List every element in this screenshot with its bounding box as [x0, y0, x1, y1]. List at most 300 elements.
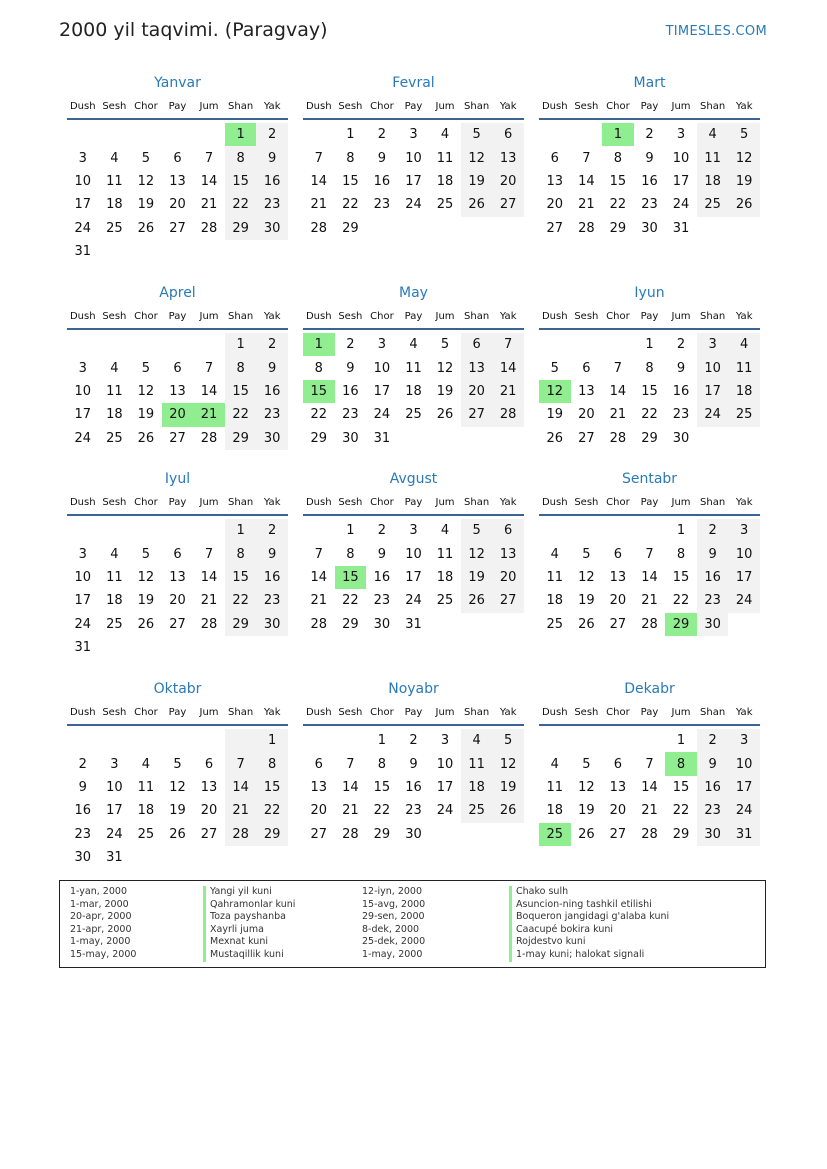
day-cell: 1 [645, 337, 654, 353]
empty-day-cell [539, 333, 571, 356]
day-cell: 3 [409, 127, 418, 143]
day-cell: 30 [373, 616, 391, 632]
empty-day-cell [225, 240, 257, 263]
day-cell: 14 [578, 173, 595, 189]
weekday-label: Dush [541, 496, 568, 508]
day-cell: 10 [74, 173, 92, 189]
day-cell: 12 [578, 569, 595, 585]
day-cell: 13 [609, 569, 627, 585]
weekday-label: Dush [305, 100, 332, 112]
weekday-header [539, 95, 760, 117]
day-cell: 30 [641, 220, 658, 236]
day-cell: 3 [78, 546, 87, 562]
empty-day-cell [461, 613, 493, 636]
day-cell: 15 [225, 170, 257, 193]
day-cell: 17 [74, 407, 92, 423]
day-cell: 31 [405, 616, 422, 632]
day-cell: 22 [310, 407, 328, 423]
day-cell: 14 [310, 173, 328, 189]
day-cell: 4 [110, 546, 119, 562]
day-cell: 1 [676, 733, 686, 749]
day-cell: 26 [461, 193, 493, 216]
day-cell: 9 [697, 542, 729, 565]
day-cell: 21 [200, 593, 218, 609]
legend-holiday-name: 1-may kuni; halokat signali [509, 949, 669, 962]
day-cell: 12 [578, 779, 595, 795]
weekday-label: Dush [69, 100, 96, 112]
day-cell: 13 [546, 173, 564, 189]
day-cell: 13 [310, 779, 328, 795]
day-cell: 12 [137, 173, 155, 189]
day-cell: 7 [204, 360, 214, 376]
day-cell: 9 [377, 546, 387, 562]
holiday-legend [59, 880, 766, 968]
weekday-label: Jum [199, 100, 219, 112]
day-cell: 25 [546, 616, 564, 632]
month-name: Dekabr [624, 681, 675, 697]
day-cell: 8 [645, 360, 654, 376]
day-cell: 12 [492, 752, 524, 775]
day-cell: 5 [461, 123, 493, 146]
day-cell: 19 [546, 407, 564, 423]
empty-day-cell [398, 217, 430, 240]
empty-day-cell [130, 123, 162, 146]
day-cell: 2 [697, 519, 729, 542]
day-cell: 31 [74, 244, 92, 260]
day-cell: 5 [173, 756, 182, 772]
day-cell: 5 [141, 546, 151, 562]
weekday-label: Chor [134, 706, 158, 718]
day-cell: 15 [672, 779, 690, 795]
weekday-label: Sesh [574, 310, 599, 322]
day-cell: 21 [492, 380, 524, 403]
holiday-day-cell: 20 [162, 403, 194, 426]
empty-day-cell [429, 427, 461, 450]
empty-day-cell [492, 823, 524, 846]
day-cell: 23 [672, 407, 690, 423]
day-cell: 10 [74, 569, 92, 585]
holiday-day-cell: 12 [539, 380, 571, 403]
day-cell: 14 [200, 173, 218, 189]
page-title: 2000 yil taqvimi. (Paragvay) [59, 19, 328, 41]
day-cell: 8 [225, 146, 257, 169]
day-cell: 20 [609, 593, 627, 609]
day-cell: 18 [546, 593, 564, 609]
day-cell: 8 [225, 356, 257, 379]
day-cell: 13 [461, 356, 493, 379]
day-cell: 23 [342, 407, 359, 423]
empty-day-cell [193, 123, 225, 146]
month-yanvar [67, 73, 288, 263]
empty-day-cell [225, 636, 257, 659]
day-cell: 17 [405, 569, 422, 585]
day-grid [303, 729, 524, 846]
day-cell: 16 [373, 173, 391, 189]
day-cell: 27 [609, 826, 627, 842]
day-cell: 19 [461, 170, 493, 193]
day-cell: 14 [310, 569, 328, 585]
header-divider [539, 118, 760, 121]
empty-day-cell [461, 823, 493, 846]
holiday-day-cell: 8 [665, 752, 697, 775]
weekday-label: Dush [305, 310, 332, 322]
legend-holiday-name: Rojdestvo kuni [509, 936, 669, 949]
weekday-label: Sesh [102, 100, 127, 112]
day-cell: 20 [169, 197, 186, 213]
legend-holiday-name: Mexnat kuni [203, 936, 295, 949]
weekday-label: Yak [263, 706, 281, 718]
day-cell: 6 [173, 360, 182, 376]
legend-holiday-name: Toza payshanba [203, 911, 295, 924]
weekday-label: Shan [700, 310, 726, 322]
weekday-label: Yak [735, 100, 753, 112]
day-cell: 24 [74, 430, 92, 446]
empty-day-cell [162, 333, 194, 356]
legend-holiday-name: Mustaqillik kuni [203, 949, 295, 962]
weekday-label: Pay [168, 706, 187, 718]
day-cell: 3 [78, 360, 87, 376]
empty-day-cell [366, 217, 398, 240]
header-divider [539, 328, 760, 331]
empty-day-cell [697, 427, 729, 450]
empty-day-cell [162, 729, 194, 752]
empty-day-cell [99, 729, 131, 752]
month-name: Fevral [392, 75, 435, 91]
day-cell: 21 [342, 803, 359, 819]
legend-dates-left [70, 886, 136, 962]
day-cell: 15 [609, 173, 627, 189]
day-cell: 26 [728, 193, 760, 216]
empty-day-cell [193, 333, 225, 356]
empty-day-cell [461, 217, 493, 240]
empty-day-cell [429, 217, 461, 240]
day-cell: 6 [173, 150, 182, 166]
day-cell: 7 [645, 756, 654, 772]
day-cell: 30 [697, 823, 729, 846]
day-cell: 27 [169, 220, 186, 236]
day-cell: 22 [342, 593, 359, 609]
legend-date: 12-iyn, 2000 [362, 886, 423, 897]
day-cell: 6 [613, 756, 623, 772]
weekday-label: Pay [168, 100, 187, 112]
day-cell: 13 [169, 383, 186, 399]
holiday-day-cell: 15 [303, 380, 335, 403]
day-cell: 19 [492, 776, 524, 799]
day-cell: 28 [492, 403, 524, 426]
empty-day-cell [571, 519, 603, 542]
day-grid [67, 729, 288, 869]
weekday-label: Pay [404, 496, 423, 508]
day-cell: 9 [256, 542, 288, 565]
day-cell: 7 [346, 756, 355, 772]
day-cell: 7 [314, 546, 323, 562]
weekday-label: Yak [735, 496, 753, 508]
weekday-label: Shan [700, 100, 726, 112]
day-cell: 1 [377, 733, 387, 749]
day-cell: 4 [110, 150, 119, 166]
day-cell: 18 [697, 170, 729, 193]
empty-day-cell [162, 240, 194, 263]
month-name: May [399, 285, 428, 301]
empty-day-cell [602, 333, 634, 356]
day-cell: 25 [436, 197, 454, 213]
day-cell: 15 [225, 380, 257, 403]
weekday-label: Shan [464, 496, 490, 508]
day-cell: 4 [461, 729, 493, 752]
weekday-header [67, 491, 288, 513]
day-cell: 10 [405, 546, 422, 562]
day-cell: 2 [676, 337, 686, 353]
day-cell: 3 [697, 333, 729, 356]
day-cell: 11 [436, 546, 454, 562]
weekday-label: Sesh [338, 100, 363, 112]
day-cell: 5 [492, 729, 524, 752]
weekday-label: Chor [370, 100, 394, 112]
day-cell: 8 [346, 150, 355, 166]
weekday-label: Jum [435, 310, 455, 322]
day-cell: 4 [728, 333, 760, 356]
day-cell: 26 [137, 430, 155, 446]
day-cell: 10 [436, 756, 454, 772]
day-cell: 26 [578, 826, 595, 842]
day-cell: 8 [613, 150, 623, 166]
day-grid [67, 123, 288, 263]
day-cell: 8 [676, 546, 686, 562]
day-cell: 14 [225, 776, 257, 799]
day-cell: 27 [492, 193, 524, 216]
day-cell: 28 [578, 220, 595, 236]
day-cell: 4 [440, 127, 450, 143]
weekday-label: Jum [435, 706, 455, 718]
day-cell: 24 [405, 593, 422, 609]
day-cell: 3 [728, 519, 760, 542]
header-divider [539, 514, 760, 517]
month-dekabr [539, 679, 760, 846]
day-cell: 17 [405, 173, 422, 189]
day-cell: 20 [492, 566, 524, 589]
day-cell: 2 [409, 733, 418, 749]
day-cell: 13 [578, 383, 595, 399]
day-cell: 18 [106, 197, 123, 213]
day-cell: 22 [225, 589, 257, 612]
day-cell: 26 [461, 589, 493, 612]
day-cell: 23 [256, 193, 288, 216]
header-divider [303, 118, 524, 121]
empty-day-cell [256, 240, 288, 263]
day-cell: 28 [225, 823, 257, 846]
day-cell: 15 [225, 566, 257, 589]
holiday-day-cell: 1 [225, 123, 257, 146]
legend-date: 1-mar, 2000 [70, 898, 129, 910]
day-cell: 10 [106, 779, 123, 795]
day-cell: 16 [697, 566, 729, 589]
day-cell: 28 [641, 826, 658, 842]
day-cell: 21 [310, 197, 328, 213]
day-cell: 9 [346, 360, 355, 376]
header-divider [303, 514, 524, 517]
day-cell: 17 [106, 803, 123, 819]
day-cell: 18 [436, 173, 454, 189]
month-name: Iyul [164, 471, 191, 487]
weekday-label: Chor [134, 100, 158, 112]
day-cell: 17 [728, 566, 760, 589]
weekday-label: Sesh [102, 706, 127, 718]
day-cell: 30 [672, 430, 690, 446]
empty-day-cell [193, 519, 225, 542]
empty-day-cell [697, 217, 729, 240]
day-cell: 26 [436, 407, 454, 423]
month-avgust [303, 469, 524, 636]
empty-day-cell [130, 729, 162, 752]
month-name: Iyun [634, 285, 665, 301]
day-cell: 19 [578, 593, 595, 609]
day-cell: 19 [137, 197, 155, 213]
weekday-label: Dush [541, 100, 568, 112]
weekday-label: Jum [671, 100, 691, 112]
day-cell: 22 [609, 197, 627, 213]
day-cell: 16 [672, 383, 690, 399]
day-cell: 29 [225, 427, 257, 450]
empty-day-cell [99, 636, 131, 659]
day-cell: 7 [314, 150, 323, 166]
weekday-label: Shan [464, 310, 490, 322]
day-cell: 16 [405, 779, 422, 795]
legend-date: 1-yan, 2000 [70, 886, 127, 897]
weekday-label: Shan [700, 706, 726, 718]
header-divider [67, 724, 288, 727]
empty-day-cell [256, 636, 288, 659]
weekday-label: Dush [541, 706, 568, 718]
day-grid [539, 519, 760, 636]
weekday-label: Pay [640, 496, 659, 508]
day-cell: 19 [137, 407, 155, 423]
day-cell: 28 [310, 220, 328, 236]
day-cell: 29 [641, 430, 658, 446]
day-cell: 24 [436, 803, 454, 819]
day-grid [539, 123, 760, 240]
empty-day-cell [728, 217, 760, 240]
day-cell: 8 [346, 546, 355, 562]
weekday-header [539, 491, 760, 513]
day-cell: 24 [728, 799, 760, 822]
day-cell: 13 [492, 146, 524, 169]
day-cell: 15 [256, 776, 288, 799]
month-noyabr [303, 679, 524, 846]
day-cell: 17 [436, 779, 454, 795]
day-cell: 27 [609, 616, 627, 632]
day-cell: 17 [373, 383, 391, 399]
empty-day-cell [492, 427, 524, 450]
weekday-label: Dush [69, 496, 96, 508]
day-grid [303, 123, 524, 240]
weekday-label: Jum [199, 310, 219, 322]
day-cell: 31 [74, 640, 92, 656]
empty-day-cell [303, 123, 335, 146]
weekday-label: Shan [228, 100, 254, 112]
weekday-label: Jum [199, 496, 219, 508]
day-cell: 19 [461, 566, 493, 589]
weekday-label: Chor [606, 496, 630, 508]
day-cell: 11 [405, 360, 422, 376]
header-divider [67, 514, 288, 517]
weekday-header [303, 701, 524, 723]
day-cell: 16 [342, 383, 359, 399]
day-cell: 10 [697, 356, 729, 379]
day-cell: 11 [728, 356, 760, 379]
empty-day-cell [634, 729, 666, 752]
day-cell: 1 [225, 519, 257, 542]
day-cell: 16 [74, 803, 92, 819]
empty-day-cell [99, 123, 131, 146]
empty-day-cell [398, 427, 430, 450]
day-cell: 21 [641, 803, 658, 819]
weekday-label: Sesh [338, 310, 363, 322]
day-cell: 19 [728, 170, 760, 193]
weekday-header [303, 305, 524, 327]
day-cell: 16 [256, 566, 288, 589]
day-cell: 25 [461, 799, 493, 822]
day-cell: 2 [256, 333, 288, 356]
day-cell: 5 [461, 519, 493, 542]
empty-day-cell [539, 729, 571, 752]
brand-logo-text[interactable]: TIMESLES.COM [665, 24, 767, 39]
day-cell: 28 [200, 616, 218, 632]
legend-holiday-name: Caacupé bokira kuni [509, 924, 669, 937]
legend-holiday-name: Asuncion-ning tashkil etilishi [509, 899, 669, 912]
day-cell: 4 [697, 123, 729, 146]
day-cell: 31 [728, 823, 760, 846]
day-cell: 15 [641, 383, 658, 399]
weekday-label: Yak [499, 496, 517, 508]
day-cell: 9 [377, 150, 387, 166]
day-cell: 24 [74, 220, 92, 236]
empty-day-cell [728, 427, 760, 450]
weekday-label: Pay [640, 310, 659, 322]
weekday-label: Pay [404, 100, 423, 112]
weekday-label: Shan [228, 310, 254, 322]
month-fevral [303, 73, 524, 240]
day-cell: 7 [645, 546, 654, 562]
day-cell: 24 [697, 403, 729, 426]
empty-day-cell [130, 519, 162, 542]
day-cell: 13 [200, 779, 218, 795]
month-iyun [539, 283, 760, 450]
weekday-label: Chor [134, 496, 158, 508]
day-cell: 9 [256, 356, 288, 379]
empty-day-cell [429, 823, 461, 846]
empty-day-cell [193, 240, 225, 263]
day-cell: 3 [377, 337, 387, 353]
month-iyul [67, 469, 288, 659]
day-cell: 9 [697, 752, 729, 775]
day-cell: 24 [373, 407, 391, 423]
day-cell: 14 [492, 356, 524, 379]
legend-names-left [203, 886, 295, 962]
day-cell: 31 [106, 850, 123, 866]
day-cell: 25 [436, 593, 454, 609]
day-cell: 6 [550, 150, 559, 166]
day-cell: 26 [137, 220, 155, 236]
day-cell: 20 [200, 803, 218, 819]
weekday-label: Jum [435, 496, 455, 508]
weekday-label: Sesh [338, 496, 363, 508]
weekday-label: Dush [305, 706, 332, 718]
day-cell: 21 [641, 593, 658, 609]
day-cell: 24 [106, 826, 123, 842]
day-cell: 17 [728, 776, 760, 799]
day-cell: 16 [256, 380, 288, 403]
day-cell: 21 [200, 197, 218, 213]
